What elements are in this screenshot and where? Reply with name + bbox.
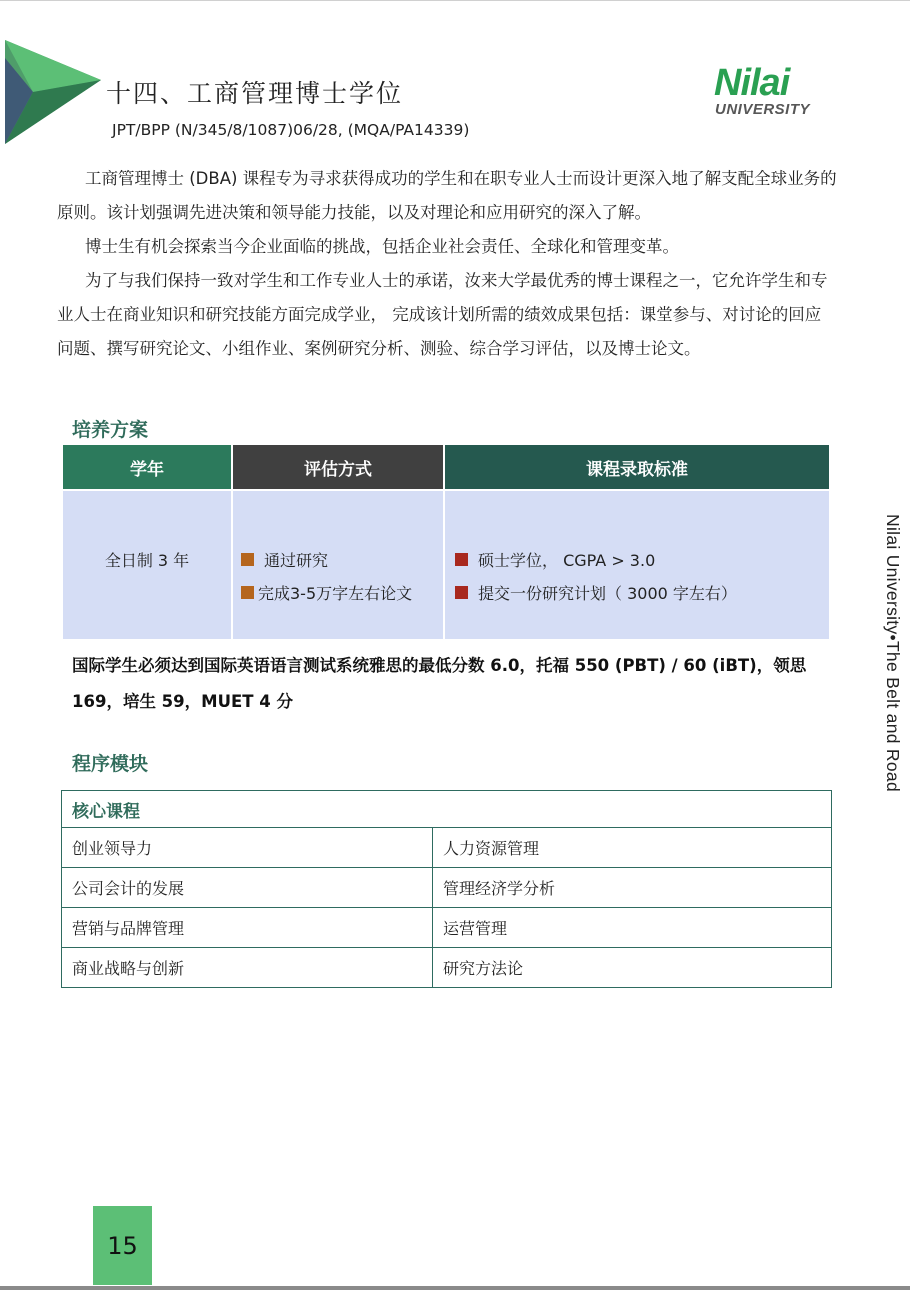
- core-label: 核心课程: [62, 791, 832, 828]
- intro-text: [57, 162, 837, 366]
- header-criteria: 课程录取标准: [444, 444, 830, 490]
- side-banner-text: Nilai University•The Belt and Road: [883, 514, 903, 792]
- criteria-item: [455, 576, 829, 609]
- core-table-header: [62, 791, 832, 828]
- module-cell: 运营管理: [433, 908, 832, 948]
- plan-table-header: [62, 444, 830, 490]
- bullet-square-icon: [241, 586, 254, 599]
- header-year: 学年: [62, 444, 232, 490]
- evaluation-item: [241, 543, 443, 576]
- page-number: 15: [107, 1232, 138, 1260]
- header-evaluation: 评估方式: [232, 444, 444, 490]
- core-modules-table: [61, 790, 832, 988]
- criteria-item-label: 硕士学位， CGPA > 3.0: [478, 551, 656, 570]
- page-title: 十四、工商管理博士学位: [106, 79, 404, 108]
- evaluation-item-label: 完成3-5万字左右论文: [258, 584, 413, 603]
- bullet-square-icon: [455, 553, 468, 566]
- program-code: JPT/BPP (N/345/8/1087)06/28, (MQA/PA14339): [112, 121, 470, 139]
- year-text: 全日制 3 年: [104, 551, 190, 570]
- brand-name: Nilai: [714, 62, 790, 104]
- module-cell: 商业战略与创新: [62, 948, 433, 988]
- plan-table-row: [62, 490, 830, 640]
- brand-sub: UNIVERSITY: [715, 101, 811, 118]
- intro-paragraph-3: 为了与我们保持一致对学生和工作专业人士的承诺，汝来大学最优秀的博士课程之一，它允许学生和专业人士在商业知识和研究技能方面完成学业， 完成该计划所需的绩效成果包括：课堂参与、对讨论的回应问题、撰写研究论文、小组作业、案例研究分析、测验、综合学习评估，以及博士论文。: [57, 271, 828, 358]
- page-number-box: [93, 1206, 152, 1285]
- module-cell: 管理经济学分析: [433, 868, 832, 908]
- evaluation-item-label: 通过研究: [264, 551, 329, 570]
- module-cell: 营销与品牌管理: [62, 908, 433, 948]
- criteria-item: [455, 543, 829, 576]
- cell-criteria: [444, 490, 830, 640]
- evaluation-item: [241, 576, 443, 609]
- nilai-university-logo: [714, 62, 830, 122]
- module-cell: 公司会计的发展: [62, 868, 433, 908]
- play-triangle-logo-icon: [5, 40, 101, 144]
- table-row: [62, 828, 832, 868]
- intro-paragraph-1: 工商管理博士 (DBA) 课程专为寻求获得成功的学生和在职专业人士而设计更深入地了解支配全球业务的原则。该计划强调先进决策和领导能力技能，以及对理论和应用研究的深入了解。: [57, 169, 837, 222]
- international-requirements: 国际学生必须达到国际英语语言测试系统雅思的最低分数 6.0，托福 550 (PBT) / 60 (iBT)，领思169，培生 59，MUET 4 分: [72, 656, 807, 711]
- bullet-square-icon: [455, 586, 468, 599]
- module-cell: 人力资源管理: [433, 828, 832, 868]
- cell-evaluation: [232, 490, 444, 640]
- page-bottom-border: [0, 1286, 910, 1290]
- criteria-item-label: 提交一份研究计划（ 3000 字左右）: [478, 584, 737, 603]
- intro-paragraph-2: 博士生有机会探索当今企业面临的挑战，包括企业社会责任、全球化和管理变革。: [85, 237, 679, 256]
- plan-heading: 培养方案: [72, 419, 149, 441]
- table-row: [62, 948, 832, 988]
- cell-year: [62, 490, 232, 640]
- page-top-border: [0, 0, 910, 1]
- module-cell: 研究方法论: [433, 948, 832, 988]
- module-cell: 创业领导力: [62, 828, 433, 868]
- table-row: [62, 908, 832, 948]
- table-row: [62, 868, 832, 908]
- plan-table: [61, 443, 831, 641]
- bullet-square-icon: [241, 553, 254, 566]
- modules-heading: 程序模块: [72, 753, 149, 775]
